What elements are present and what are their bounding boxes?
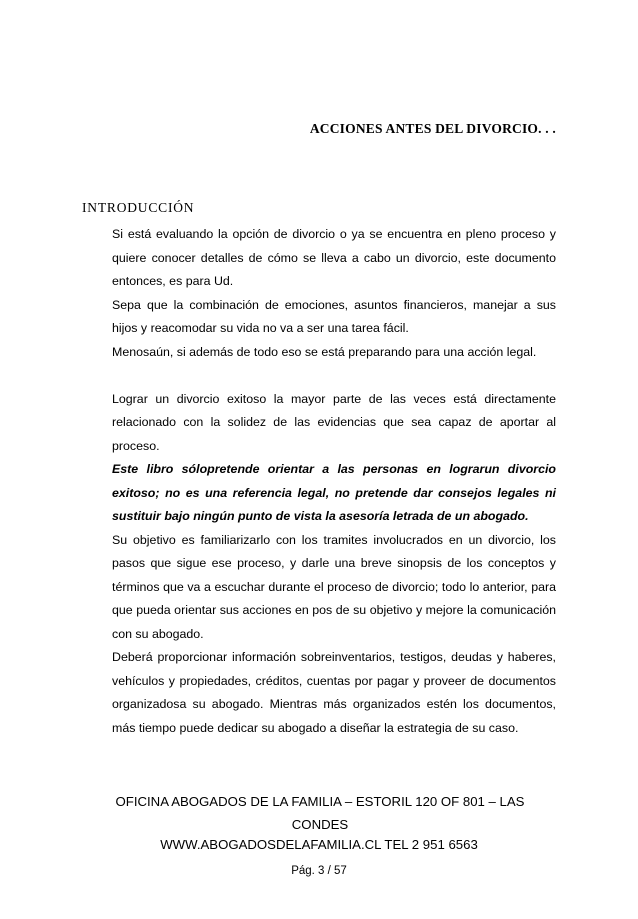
paragraph-documents: Deberá proporcionar información sobreinventarios, testigos, deudas y haberes, vehículos y propiedades, créditos, cuentas por pagar y proveer de documentos organizadosa su abogado. Mientras más organizados estén los documentos, más tiempo puede dedicar su abogado a diseñar la estrategia de su caso. xyxy=(112,650,556,735)
page-number: Pág. 3 / 57 xyxy=(291,865,347,877)
paragraph-objective: Su objetivo es familiarizarlo con los tramites involucrados en un divorcio, los pasos que sigue ese proceso, y darle una breve sinopsis de los conceptos y términos que va a escuchar durante el proceso de divorcio; todo lo anterior, para que pueda orientar sus acciones en pos de su objetivo y mejore la comunicación con su abogado. xyxy=(112,532,556,641)
paragraph-emotions: Sepa que la combinación de emociones, asuntos financieros, manejar a sus hijos y reacomodar su vida no va a ser una tarea fácil. xyxy=(112,297,556,335)
paragraph-legal-action: Menosaún, si además de todo eso se está preparando para una acción legal. xyxy=(112,344,537,359)
document-title: ACCIONES ANTES DEL DIVORCIO. . . xyxy=(309,121,556,136)
paragraph-evidence: Lograr un divorcio exitoso la mayor parte de las veces está directamente relacionado con la solidez de las evidencias que sea capaz de aportar al proceso. xyxy=(112,391,556,453)
body-text xyxy=(112,223,556,740)
paragraph-disclaimer: Este libro sólopretende orientar a las personas en lograrun divorcio exitoso; no es una referencia legal, no pretende dar consejos legales ni sustituir bajo ningún punto de vista la asesoría letrada de un abogado. xyxy=(112,462,556,523)
footer-contact: WWW.ABOGADOSDELAFAMILIA.CL TEL 2 951 6563 xyxy=(160,837,478,852)
paragraph-intro: Si está evaluando la opción de divorcio o ya se encuentra en pleno proceso y quiere conocer detalles de cómo se lleva a cabo un divorcio, este documento entonces, es para Ud. xyxy=(112,227,556,288)
footer-address: OFICINA ABOGADOS DE LA FAMILIA – ESTORIL 120 OF 801 – LAS CONDES xyxy=(115,794,525,832)
section-heading: INTRODUCCIÓN xyxy=(82,200,195,215)
